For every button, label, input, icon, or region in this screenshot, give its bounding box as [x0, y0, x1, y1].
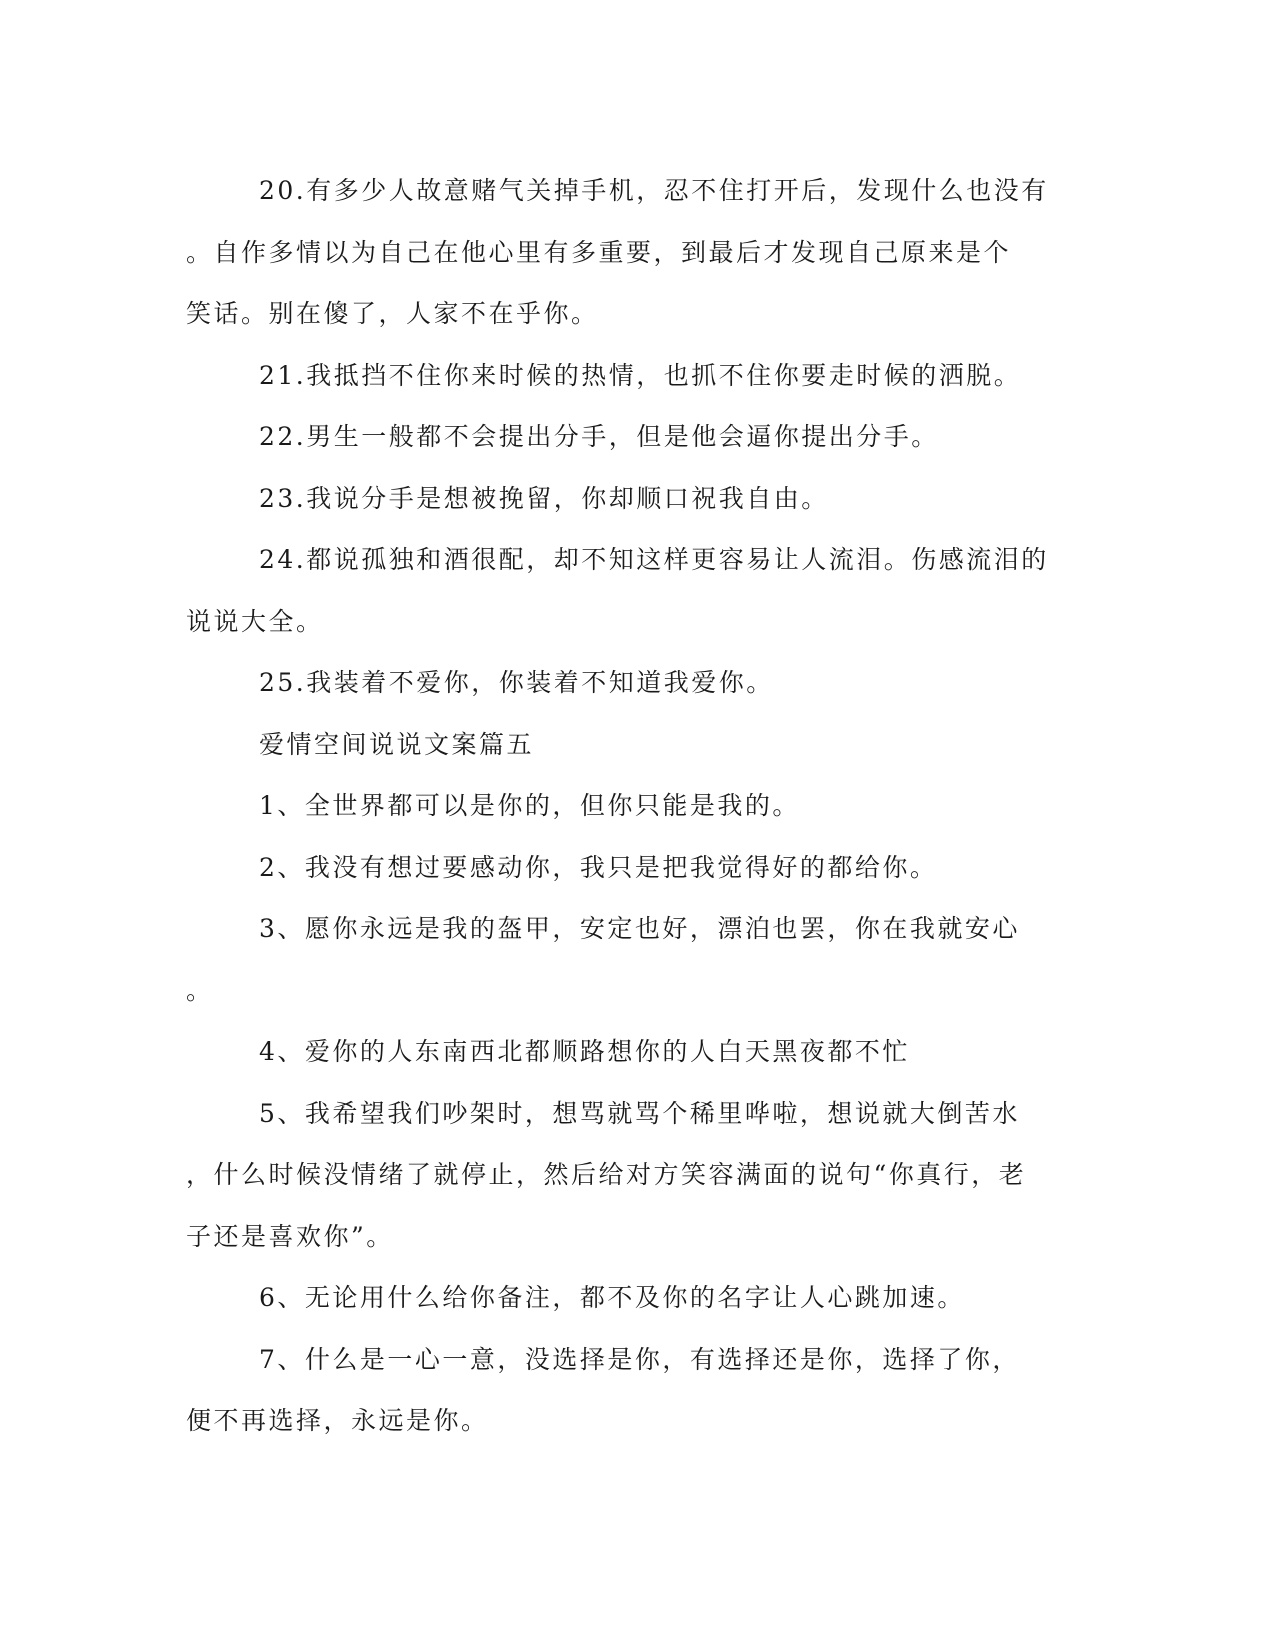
item-5: 5、我希望我们吵架时，想骂就骂个稀里哗啦，想说就大倒苦水 ，什么时候没情绪了就停止，然后给对方笑容满面的说句“你真行，老 子还是喜欢你”。 [186, 1098, 1027, 1251]
paragraph-25: 25.我装着不爱你，你装着不知道我爱你。 [259, 668, 774, 697]
item-1: 1、全世界都可以是你的，但你只能是我的。 [259, 791, 800, 820]
paragraph-23: 23.我说分手是想被挽留，你却顺口祝我自由。 [259, 483, 829, 513]
item-6: 6、无论用什么给你备注，都不及你的名字让人心跳加速。 [259, 1283, 965, 1312]
item-3: 3、愿你永远是我的盔甲，安定也好，漂泊也罢，你在我就安心 。 [186, 914, 1020, 1005]
section-heading: 爱情空间说说文案篇五 [259, 729, 535, 759]
item-4: 4、爱你的人东南西北都顺路想你的人白天黑夜都不忙 [259, 1037, 910, 1066]
paragraph-22: 22.男生一般都不会提出分手，但是他会逼你提出分手。 [259, 422, 939, 451]
paragraph-21: 21.我抵挡不住你来时候的热情，也抓不住你要走时候的洒脱。 [259, 360, 1022, 390]
document-body [186, 160, 1066, 1452]
paragraph-24: 24.都说孤独和酒很配，却不知这样更容易让人流泪。伤感流泪的 说说大全。 [186, 545, 1049, 636]
paragraph-20: 20.有多少人故意赌气关掉手机，忍不住打开后，发现什么也没有 。自作多情以为自己在他心里有多重要，到最后才发现自己原来是个 笑话。别在傻了，人家不在乎你。 [186, 176, 1049, 328]
item-7: 7、什么是一心一意，没选择是你，有选择还是你，选择了你， 便不再选择，永远是你。 [186, 1344, 1020, 1435]
item-2: 2、我没有想过要感动你，我只是把我觉得好的都给你。 [259, 852, 938, 882]
